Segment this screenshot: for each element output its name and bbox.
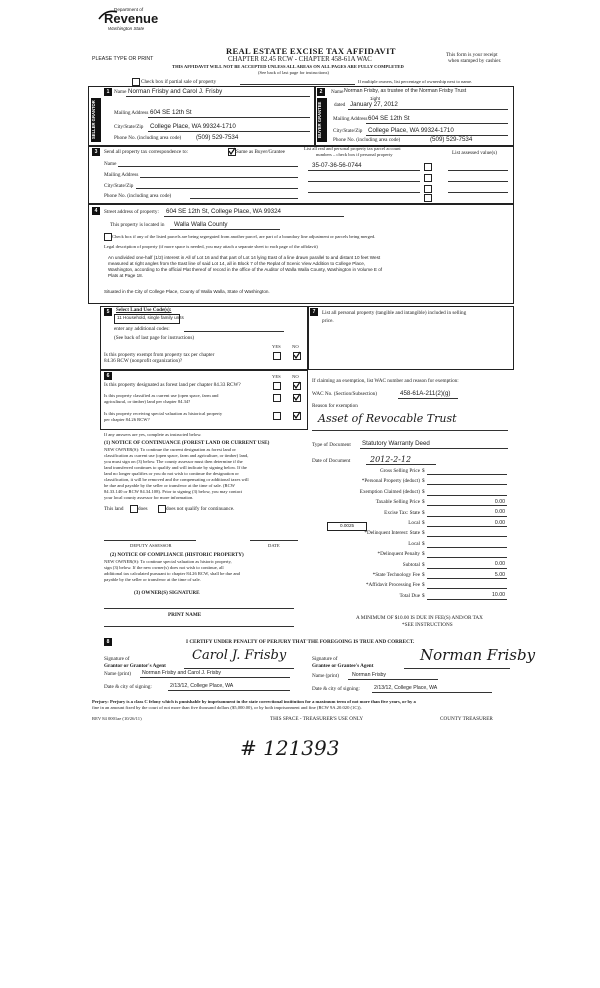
notice1-line-7: be due and payable by the seller or transferor at the time of sale. (RCW: [104, 483, 236, 488]
select-land-use-label: Select Land Use Code(s):: [116, 307, 172, 313]
land-does-not-checkbox[interactable]: [158, 505, 166, 513]
warning-line: THIS AFFIDAVIT WILL NOT BE ACCEPTED UNLESS ALL AREAS ON ALL PAGES ARE FULLY COMPLETED: [172, 64, 404, 69]
current-use-no-check-icon: [293, 393, 301, 401]
notice-continuance-title: (1) NOTICE OF CONTINUANCE (FOREST LAND OR CURRENT USE): [104, 440, 270, 446]
parcel-personal-checkbox-2[interactable]: [424, 174, 432, 182]
historic-question-b: per chapter 84.26 RCW?: [104, 417, 150, 422]
perjury-line-1: Perjury: Perjury is a class C felony which is punishable by imprisonment in the state correctional institution for a maximum term of not more than five years, or by a: [92, 699, 416, 704]
buyer-city: College Place, WA 99324-1710: [368, 127, 454, 134]
buyer-name-label: Name: [331, 89, 344, 95]
section-7-badge: 7: [310, 308, 318, 316]
corr-city-label: City/State/Zip: [104, 183, 134, 189]
tax-row-label: Total Due: [399, 592, 420, 599]
grantor-date-label: Date & city of signing:: [104, 684, 152, 690]
located-label: This property is located in: [110, 222, 165, 228]
wac-label: WAC No. (Section/Subsection): [312, 391, 377, 397]
exempt-no-check-icon: [293, 351, 301, 359]
notice1-line-9: your local county assessor for more information.: [104, 495, 194, 500]
buyer-dated-prefix: dated: [334, 102, 346, 108]
grantor-sig-label-1: Signature of: [104, 656, 130, 662]
s6-no-header: NO: [292, 374, 299, 379]
segregated-note: Check box if any of the listed parcels are being segregated from another parcel, are part of a boundary line adjustment or parcels being merged.: [112, 234, 376, 239]
legal-line-5: Situated in the City of College Place, County of Walla Walla, State of Washington.: [104, 289, 270, 294]
grantee-date-label: Date & city of signing:: [312, 686, 360, 692]
local-rate: 0.0025: [340, 523, 355, 528]
tax-row-label: *Delinquent Interest: State: [364, 530, 420, 537]
county: Walla Walla County: [174, 221, 228, 228]
parcel-header-1: List all real and personal property tax parcel account: [304, 146, 401, 151]
section-8-badge: 8: [104, 638, 112, 646]
notice2-line-2: sign (3) below. If the new owner(s) does not wish to continue, all: [104, 565, 224, 570]
segregated-checkbox[interactable]: [104, 233, 112, 241]
seller-city-label: City/State/Zip: [114, 124, 144, 130]
same-as-buyer-label: Same as Buyer/Grantee: [236, 149, 285, 155]
dept-line1: Department of: [114, 7, 144, 12]
if-yes-instructions: If any answers are yes, complete as instructed below.: [104, 432, 202, 437]
section-1-badge: 1: [104, 88, 112, 96]
seller-side-label: SELLER GRANTOR: [91, 98, 101, 142]
buyer-phone: (509) 529-7534: [430, 136, 473, 143]
land-does-checkbox[interactable]: [130, 505, 138, 513]
seller-name-label: Name: [114, 89, 127, 95]
perjury-line-2: fine in an amount fixed by the court of not more than five thousand dollars ($5,000.00), or by both imprisonment and fine (RCW 9A.20.020 (1C)).: [92, 705, 362, 710]
tax-row-dollar: $: [422, 499, 425, 506]
tax-row-dollar: $: [422, 540, 425, 547]
tax-row-line: [427, 599, 507, 600]
section-6-badge: 6: [104, 372, 112, 380]
tax-row-line: [427, 526, 507, 527]
tax-row-label: *Affidavit Processing Fee: [365, 582, 420, 589]
tax-row-dollar: $: [422, 468, 425, 474]
seller-address: 604 SE 12th St: [150, 109, 192, 116]
tax-row-dollar: $: [422, 478, 425, 485]
certify-statement: I CERTIFY UNDER PENALTY OF PERJURY THAT THE FOREGOING IS TRUE AND CORRECT.: [186, 639, 415, 645]
parcel-personal-checkbox-1[interactable]: [424, 163, 432, 171]
please-type: PLEASE TYPE OR PRINT: [92, 56, 154, 62]
dept-name: Revenue: [104, 11, 159, 26]
seller-city: College Place, WA 99324-1710: [150, 123, 236, 130]
tax-row-label: Gross Selling Price: [379, 468, 420, 474]
tax-row-dollar: $: [422, 582, 425, 589]
parcel-personal-checkbox-4[interactable]: [424, 194, 432, 202]
tax-row-dollar: $: [422, 509, 425, 516]
see-instructions: *SEE INSTRUCTIONS: [402, 622, 453, 628]
street-address-label: Street address of property:: [104, 209, 159, 215]
seller-address-label: Mailing Address: [114, 110, 149, 116]
parcel-number: 35-07-36-56-0744: [312, 162, 362, 169]
s5-yes-header: YES: [272, 344, 281, 349]
receipt-note-2: when stamped by cashier.: [448, 58, 502, 64]
street-address: 604 SE 12th St, College Place, WA 99324: [166, 208, 281, 215]
receipt-stamp-number: # 121393: [240, 736, 340, 760]
grantor-name-label: Name (print): [104, 671, 131, 677]
tax-row-label: *State Technology Fee: [372, 572, 420, 578]
land-does-label: does: [138, 506, 148, 512]
treasurer-space-label: THIS SPACE - TREASURER'S USE ONLY: [270, 716, 364, 722]
land-does-not-label: does not qualify for continuance.: [166, 506, 235, 512]
see-back-instructions: (See back of last page for instructions): [114, 335, 195, 341]
grantee-sig-label-1: Signature of: [312, 656, 338, 662]
doc-type-label: Type of Document: [312, 442, 351, 448]
tax-row-line: [427, 474, 507, 475]
exempt-question-1: Is this property exempt from property tax per chapter: [104, 352, 215, 358]
partial-sale-checkbox[interactable]: [132, 78, 140, 86]
buyer-name: Norman Frisby, as trustee of the Norman Frisby Trust: [344, 88, 467, 94]
tax-row-line: [427, 578, 507, 579]
dept-logo: [98, 7, 170, 41]
tax-row-dollar: $: [422, 488, 425, 495]
notice1-line-2: classification as current use (open space, farm and agriculture, or timber) land,: [104, 453, 249, 458]
notice1-line-3: you must sign on (3) below. The county assessor must then determine if the: [104, 459, 243, 464]
corr-address-label: Mailing Address: [104, 172, 139, 178]
owner-signature-label: (3) OWNER(S) SIGNATURE: [134, 590, 200, 596]
tax-row-line: [427, 516, 507, 517]
notice2-line-3: additional tax calculated pursuant to chapter 84.26 RCW, shall be due and: [104, 571, 240, 576]
enter-additional-label: enter any additional codes:: [114, 326, 170, 332]
tax-row-label: *Personal Property (deduct): [361, 478, 420, 485]
notice1-line-1: NEW OWNER(S): To continue the current designation as forest land or: [104, 447, 236, 452]
grantor-name: Norman Frisby and Carol J. Frisby: [142, 670, 221, 676]
grantee-sig-label-2: Grantee or Grantee's Agent: [312, 663, 374, 669]
wac-number: 458-61A-211(2)(g): [400, 390, 451, 397]
tax-row-dollar: $: [422, 551, 425, 558]
this-land-label: This land: [104, 506, 124, 512]
notice-compliance-title: (2) NOTICE OF COMPLIANCE (HISTORIC PROPERTY): [110, 552, 244, 558]
historic-no-check-icon: [293, 411, 301, 419]
tax-row-label: Subtotal: [402, 561, 420, 568]
tax-row-line: [427, 568, 507, 569]
rev-number: REV 84 0001ae (10/26/11): [92, 716, 142, 721]
legal-line-3: Washington, according to the official Plat thereof of record in the office of the Auditor of Walla Walla County, Washington in Volume E of: [108, 267, 383, 272]
corr-phone-label: Phone No. (including area code): [104, 193, 172, 199]
deputy-assessor-label: DEPUTY ASSESSOR: [130, 543, 172, 548]
historic-question-a: Is this property receiving special valuation as historical property: [104, 411, 223, 416]
tax-row-line: [427, 557, 507, 558]
print-name-label: PRINT NAME: [168, 612, 202, 618]
grantor-date: 2/13/12, College Place, WA: [170, 683, 234, 689]
tax-row-dollar: $: [422, 592, 425, 599]
exemption-header: If claiming an exemption, list WAC number and reason for exemption:: [312, 378, 459, 384]
chapter-line: CHAPTER 82.45 RCW - CHAPTER 458-61A WAC: [228, 56, 372, 63]
buyer-address: 604 SE 12th St: [368, 115, 410, 122]
tax-row-dollar: $: [422, 530, 425, 537]
form-title: REAL ESTATE EXCISE TAX AFFIDAVIT: [226, 46, 396, 56]
grantee-signature: Norman Frisby: [420, 646, 536, 664]
section-5-badge: 5: [104, 308, 112, 316]
notice2-line-4: payable by the seller or transferor at the time of sale.: [104, 577, 201, 582]
tax-row-label: Taxable Selling Price: [375, 499, 420, 506]
grantee-name-label: Name (print): [312, 673, 339, 679]
personal-property-label-1: List all personal property (tangible and intangible) included in selling: [322, 310, 467, 316]
dept-line2: Washington State: [108, 26, 145, 31]
exempt-yes-checkbox[interactable]: [273, 352, 281, 360]
personal-property-label-2: price.: [322, 318, 334, 324]
current-use-yes-checkbox[interactable]: [273, 394, 281, 402]
tax-row-value: 5.00: [494, 571, 505, 578]
tax-row-label: Exemption Claimed (deduct): [359, 488, 420, 495]
notice1-line-4: land transferred continues to qualify and will indicate by signing below. If the: [104, 465, 247, 470]
partial-sale-label: Check box if partial sale of property: [141, 79, 217, 85]
doc-date-label: Date of Document: [312, 458, 351, 464]
tax-row-line: [427, 547, 507, 548]
doc-type: Statutory Warranty Deed: [362, 440, 430, 447]
buyer-city-label: City/State/Zip: [333, 128, 363, 134]
buyer-phone-label: Phone No. (including area code): [333, 137, 401, 143]
tax-row-value: 10.00: [492, 592, 505, 599]
tax-calculation-rows: [300, 468, 512, 604]
logo-swoosh-icon: [98, 9, 118, 21]
buyer-address-label: Mailing Address: [333, 116, 368, 122]
historic-yes-checkbox[interactable]: [273, 412, 281, 420]
county-treasurer-label: COUNTY TREASURER: [440, 716, 493, 722]
send-correspondence-label: Send all property tax correspondence to:: [104, 149, 188, 155]
assessed-header: List assessed value(s): [452, 150, 497, 156]
tax-row-value: 0.00: [494, 509, 505, 516]
notice1-line-5: land no longer qualifies or you do not wish to continue the designation or: [104, 471, 239, 476]
current-use-question-a: Is this property classified as current use (open space, farm and: [104, 393, 219, 398]
notice2-line-1: NEW OWNER(S): To continue special valuation as historic property,: [104, 559, 232, 564]
grantor-signature: Carol J. Frisby: [192, 648, 287, 663]
doc-date: 2012-2-12: [370, 455, 412, 464]
forest-question: Is this property designated as forest land per chapter 84.33 RCW?: [104, 382, 241, 388]
tax-row-dollar: $: [422, 572, 425, 578]
tax-row-line: [427, 495, 507, 496]
land-use-code: 11 Household, single family units: [117, 315, 184, 320]
see-back-line: (See back of last page for instructions): [258, 70, 329, 75]
legal-line-4: Plats at Page 18.: [108, 273, 143, 278]
seller-phone: (509) 529-7534: [196, 134, 239, 141]
tax-row-label: Excise Tax: State: [384, 509, 420, 516]
tax-row-line: [427, 536, 507, 537]
grantor-sig-label-2: Grantor or Grantor's Agent: [104, 663, 166, 669]
tax-row-line: [427, 484, 507, 485]
buyer-side-label: BUYER GRANTEE: [317, 98, 327, 142]
section-2-badge: 2: [317, 88, 325, 96]
legal-line-2: measured at right angles from the East line of said Lot 14, all in Block 7 of the Replat of Scenic View Addition to College Place,: [108, 261, 366, 266]
seller-name: Norman Frisby and Carol J. Frisby: [128, 88, 223, 95]
legal-label: Legal description of property (if more space is needed, you may attach a separate sheet to each page of the affidavit): [104, 244, 318, 249]
corr-name-label: Name: [104, 161, 117, 167]
section-3-badge: 3: [92, 148, 100, 156]
deputy-date-label: DATE: [268, 543, 280, 548]
parcel-personal-checkbox-3[interactable]: [424, 185, 432, 193]
tax-row-line: [427, 505, 507, 506]
exempt-question-2: 84.36 RCW (nonprofit organization)?: [104, 358, 183, 364]
parcel-header-2: numbers – check box if personal property: [316, 152, 393, 157]
buyer-dated: January 27, 2012: [350, 101, 398, 108]
forest-yes-checkbox[interactable]: [273, 382, 281, 390]
forest-no-check-icon: [293, 381, 301, 389]
minimum-due: A MINIMUM OF $10.00 IS DUE IN FEE(S) AND/OR TAX: [356, 615, 483, 621]
tax-row-value: 0.00: [494, 498, 505, 505]
tax-row-label: *Delinquent Penalty: [377, 551, 420, 558]
notice1-line-8: 84.33.140 or RCW 84.34.108). Prior to signing (3) below, you may contact: [104, 489, 243, 494]
s6-yes-header: YES: [272, 374, 281, 379]
notice1-line-6: classification, it will be removed and the compensating or additional taxes will: [104, 477, 249, 482]
s5-no-header: NO: [292, 344, 299, 349]
tax-row-label: Local: [408, 520, 420, 526]
receipt-note-1: This form is your receipt: [446, 52, 498, 58]
section-4-badge: 4: [92, 207, 100, 215]
multiple-owners-note: If multiple owners, list percentage of ownership next to name.: [358, 79, 473, 84]
tax-row-line: [427, 588, 507, 589]
reason-label: Reason for exemption: [312, 403, 358, 409]
seller-phone-label: Phone No. (including area code): [114, 135, 182, 141]
tax-row-value: 0.00: [494, 561, 505, 568]
tax-row-dollar: $: [422, 520, 425, 526]
legal-line-1: An undivided one-half (1/2) interest in All of Lot 16 and that part of Lot 14 lying East of a line drawn parallel to and distant 10 feet West: [108, 255, 381, 260]
exemption-reason: Asset of Revocable Trust: [318, 412, 457, 425]
buyer-dated-note: 1ight: [370, 96, 380, 101]
current-use-question-b: agricultural, or timber) land per chapter 84.34?: [104, 399, 191, 404]
grantee-name: Norman Frisby: [352, 672, 387, 678]
grantee-date: 2/13/12, College Place, WA: [374, 685, 438, 691]
tax-row-value: 0.00: [494, 519, 505, 526]
tax-row-dollar: $: [422, 561, 425, 568]
same-as-buyer-check-icon: [228, 147, 236, 155]
tax-row-label: Local: [408, 540, 420, 547]
